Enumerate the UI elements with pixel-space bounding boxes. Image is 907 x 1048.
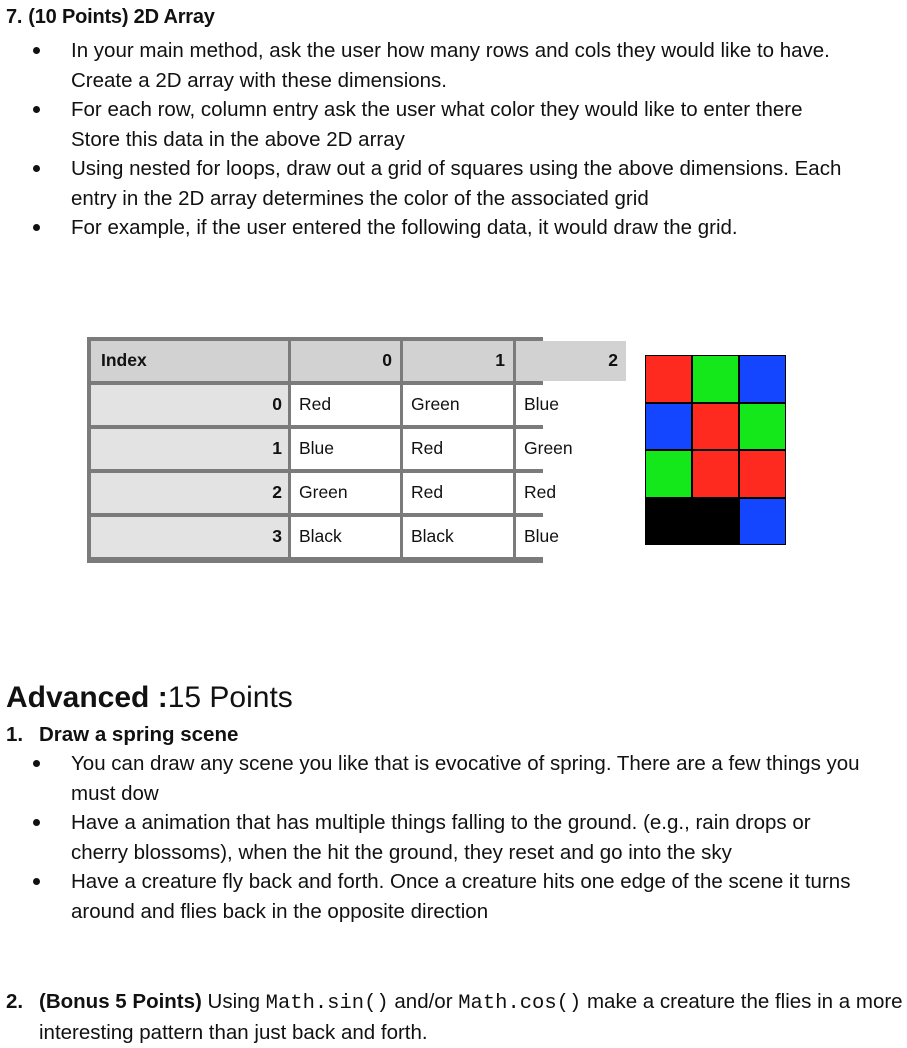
- grid-square-green: [692, 355, 739, 403]
- grid-square-red: [739, 450, 786, 498]
- table-cell: Blue: [516, 517, 626, 557]
- table-cell: Black: [291, 517, 400, 557]
- advanced-label: Advanced :: [6, 681, 168, 714]
- bullet-item: Have a animation that has multiple things falling to the ground. (e.g., rain drops or cherry blossoms), when the hit the ground, they reset and go into the sky: [0, 808, 868, 867]
- code-math-sin: Math.sin(): [265, 991, 389, 1015]
- bullet-item: For example, if the user entered the following data, it would draw the grid.: [0, 213, 860, 243]
- bonus-label: (Bonus 5 Points): [39, 989, 202, 1013]
- item-title: Draw a spring scene: [39, 723, 239, 746]
- bullet-icon: [33, 165, 40, 172]
- item-number: 2.: [6, 989, 24, 1013]
- table-cell: Green: [291, 473, 400, 513]
- grid-square-green: [739, 403, 786, 451]
- table-row-index: 3: [91, 517, 288, 557]
- bullet-item: Have a creature fly back and forth. Once a creature hits one edge of the scene it turns around and flies back in the opposite direction: [0, 867, 868, 926]
- table-cell: Red: [403, 429, 513, 469]
- bullet-icon: [33, 878, 40, 885]
- table-row-index: 2: [91, 473, 288, 513]
- table-cell: Black: [403, 517, 513, 557]
- table-row-index: 1: [91, 429, 288, 469]
- grid-square-blue: [645, 403, 692, 451]
- section-number: 7.: [6, 6, 23, 28]
- table-header-index: Index: [91, 341, 288, 381]
- bullet-icon: [33, 819, 40, 826]
- grid-square-red: [692, 403, 739, 451]
- bullet-item: Using nested for loops, draw out a grid of squares using the above dimensions. Each entry in the 2D array determines the color of the associated grid: [0, 154, 860, 213]
- table-cell: Red: [403, 473, 513, 513]
- bullet-icon: [33, 47, 40, 54]
- advanced-points: 15 Points: [167, 681, 293, 714]
- color-data-table: [87, 337, 618, 563]
- table-cell: Blue: [291, 429, 400, 469]
- bullet-icon: [33, 760, 40, 767]
- bullet-item: In your main method, ask the user how many rows and cols they would like to have. Create a 2D array with these dimensions.: [0, 36, 860, 95]
- table-cell: Red: [516, 473, 626, 513]
- table-cell: Green: [516, 429, 626, 469]
- section-title: (10 Points) 2D Array: [28, 6, 215, 28]
- grid-square-red: [645, 355, 692, 403]
- grid-square-black: [692, 498, 739, 546]
- table-row-index: 0: [91, 385, 288, 425]
- grid-square-blue: [739, 498, 786, 546]
- code-math-cos: Math.cos(): [458, 991, 582, 1015]
- section-7-heading: [6, 6, 215, 29]
- grid-square-green: [645, 450, 692, 498]
- grid-square-blue: [739, 355, 786, 403]
- bullet-item: You can draw any scene you like that is evocative of spring. There are a few things you must dow: [0, 749, 868, 808]
- table-cell: Blue: [516, 385, 626, 425]
- bullet-item: For each row, column entry ask the user what color they would like to enter there Store this data in the above 2D array: [0, 95, 860, 154]
- bullet-icon: [33, 224, 40, 231]
- grid-square-black: [645, 498, 692, 546]
- advanced-heading: [6, 678, 293, 718]
- table-header-col: 0: [291, 341, 400, 381]
- item-1-bullets: [0, 749, 868, 926]
- numbered-item-1: [0, 720, 907, 750]
- table-cell: Green: [403, 385, 513, 425]
- numbered-item-2: 2. (Bonus 5 Points) Using Math.sin() and/or Math.cos() make a creature the flies in a more interesting pattern than just back and forth.: [0, 987, 907, 1048]
- table-header-col: 1: [403, 341, 513, 381]
- table-header-col: 2: [516, 341, 626, 381]
- color-grid: [645, 355, 786, 545]
- bullet-icon: [33, 106, 40, 113]
- section-7-bullets: [0, 36, 860, 243]
- grid-square-red: [692, 450, 739, 498]
- item-number: 1.: [6, 723, 24, 746]
- table-cell: Red: [291, 385, 400, 425]
